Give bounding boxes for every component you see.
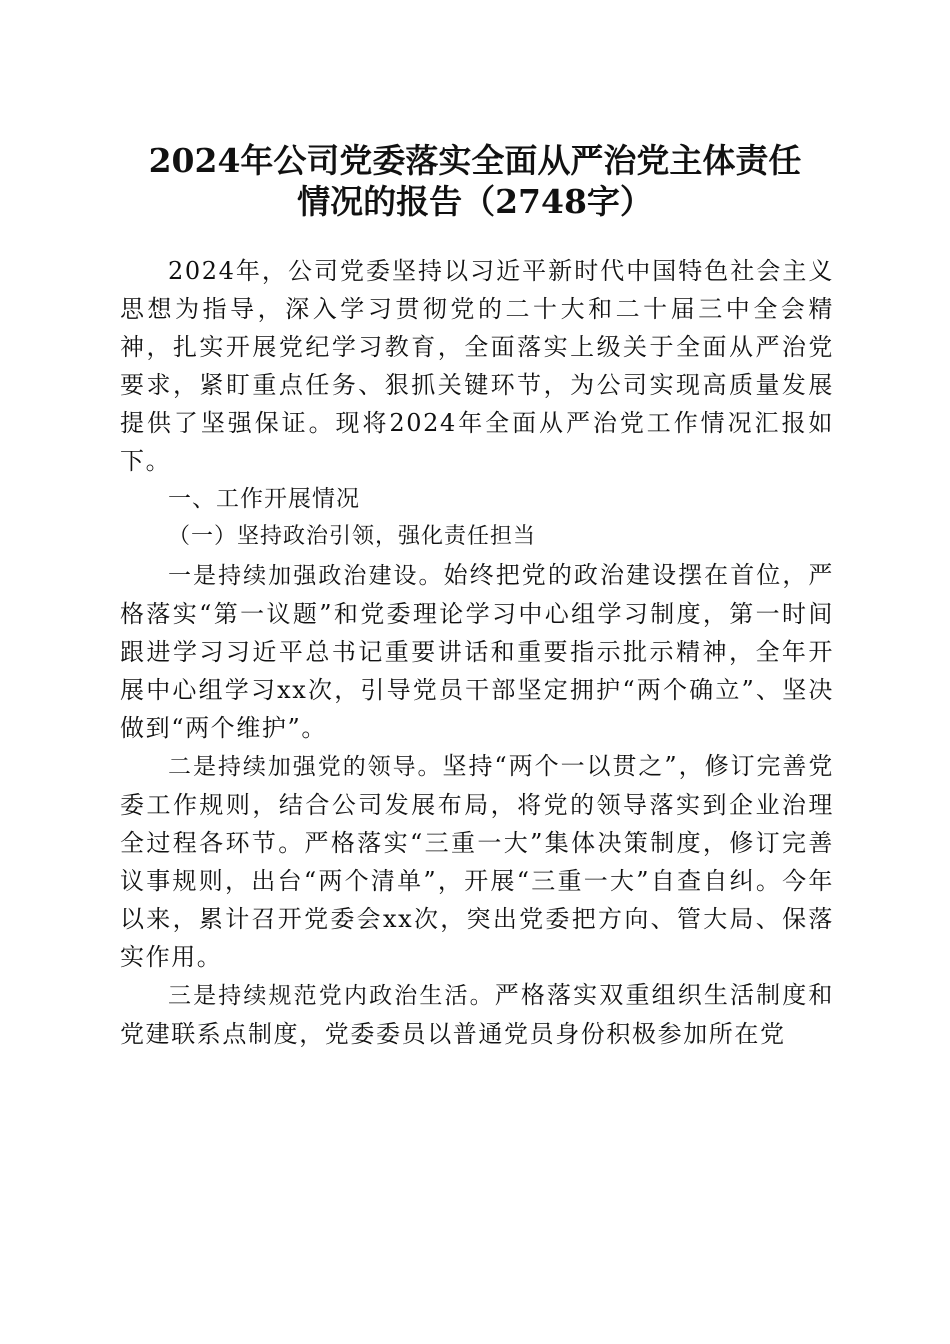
item-3-lead: 三是持续规范党内政治生活。 xyxy=(168,983,495,1009)
document-title-line-1: 2024年公司党委落实全面从严治党主体责任 xyxy=(148,141,802,180)
item-2-text: 坚持“两个一以贯之”，修订完善党委工作规则，结合公司发展布局，将党的领导落实到企业治理全过程各环节。严格落实“三重一大”集体决策制度，修订完善议事规则，出台“两个清单”，开展“三重一大”自查自纠。今年以来，累计召开党委会xx次，突出党委把方向、管大局、保落实作用。 xyxy=(120,752,834,971)
item-1-paragraph xyxy=(120,556,834,747)
intro-paragraph: 2024年，公司党委坚持以习近平新时代中国特色社会主义思想为指导，深入学习贯彻党的二十大和二十届三中全会精神，扎实开展党纪学习教育，全面落实上级关于全面从严治党要求，紧盯重点任务、狠抓关键环节，为公司实现高质量发展提供了坚强保证。现将2024年全面从严治党工作情况汇报如下。 xyxy=(120,257,834,475)
item-2-lead: 二是持续加强党的领导。 xyxy=(168,754,443,780)
document-title-line-2: 情况的报告（2748字） xyxy=(297,182,653,221)
item-3-paragraph xyxy=(120,976,834,1053)
subsection-heading: （一）坚持政治引领，强化责任担当 xyxy=(168,524,537,549)
item-3-text: 严格落实双重组织生活制度和党建联系点制度，党委委员以普通党员身份积极参加所在党 xyxy=(120,981,834,1048)
item-2-paragraph xyxy=(120,747,834,976)
item-1-text: 始终把党的政治建设摆在首位，严格落实“第一议题”和党委理论学习中心组学习制度，第一时间跟进学习习近平总书记重要讲话和重要指示批示精神，全年开展中心组学习xx次，引导党员干部坚定拥护“两个确立”、坚决做到“两个维护”。 xyxy=(120,561,835,742)
document-body xyxy=(120,252,834,1053)
item-1-lead: 一是持续加强政治建设。 xyxy=(168,563,444,589)
section-heading: 一、工作开展情况 xyxy=(168,486,360,512)
